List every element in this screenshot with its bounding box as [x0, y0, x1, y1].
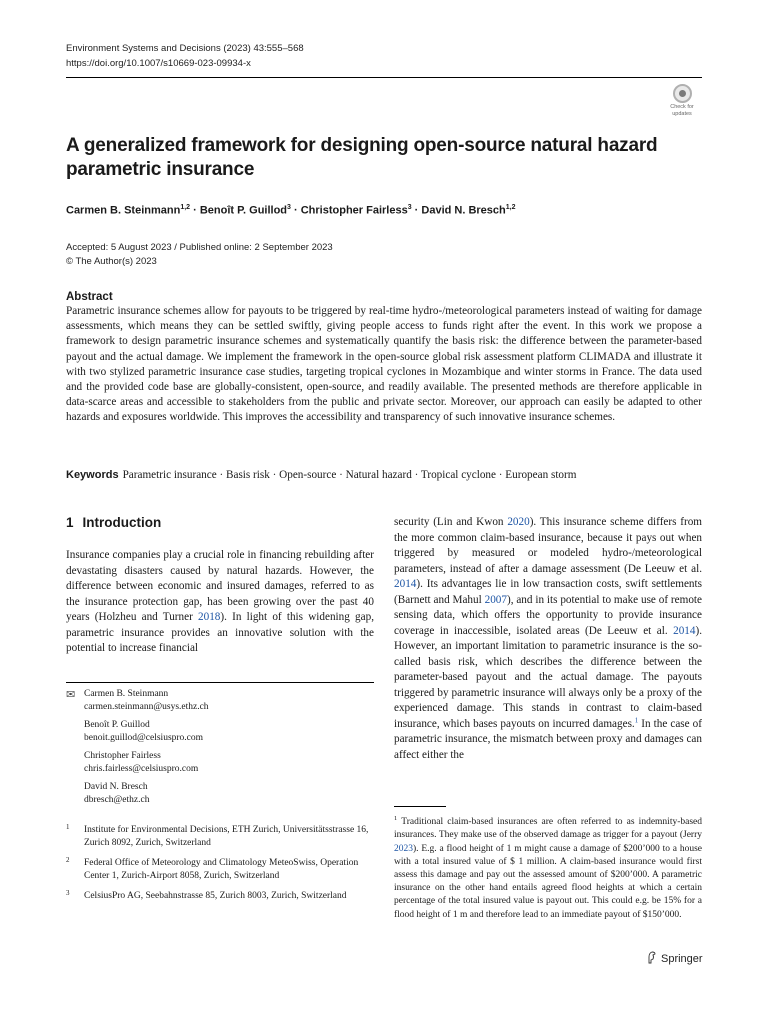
author-separator: · — [290, 204, 301, 217]
publication-dates — [66, 241, 333, 269]
text-run: Insurance companies play a crucial role in financing rebuilding after devastating disasters caused by natural hazards. However, the difference between economic and insured damages, referred to as the insurance protection gap, has been growing over the past 40 years (Holzheu and Turner — [66, 549, 374, 623]
author-separator: · — [190, 204, 200, 217]
text-run: ), and in its potential to make use of remote sensing data, which offers the opportunity to provide insurance coverage in inaccessible, isolated areas (De Leeuw et al. — [394, 593, 702, 637]
section-name: Introduction — [82, 515, 162, 530]
footnote-ref[interactable]: 1 — [634, 715, 639, 724]
journal-citation: Environment Systems and Decisions (2023) 43:555–568 — [66, 43, 304, 54]
citation-link[interactable]: 2014 — [394, 578, 417, 590]
copyright: © The Author(s) 2023 — [66, 256, 157, 267]
affiliation-text: Federal Office of Meteorology and Climatology MeteoSwiss, Operation Center 1, Zurich-Airport 8058, Zurich, Switzerland — [84, 858, 359, 881]
abstract-text: Parametric insurance schemes allow for payouts to be triggered by real-time hydro-/meteorological parameters instead of waiting for damage assessments, which means they can be settled swiftly, giving people access to funds right after the event. In this work we propose a framework to design parametric insurance schemes and systematically quantify the basis risk: the difference between the parameter-based payout and the actual damage. We implement the framework in the open-source global risk assessment platform CLIMADA and illustrate it with two stylized parametric insurance case studies, targeting tropical cyclones in Mozambique and winter storms in France. The data used and the provided code base are globally-consistent, open-source, and readily available. The presented methods are therefore applicable in data-scarce areas and accessible to stakeholders from the public and private sector. Moreover, our approach can easily be adapted to other hazards and exposures worldwide. This improves the accessibility and transparency of such innovative insurance schemes. — [66, 305, 702, 424]
contact-item — [84, 719, 376, 745]
keywords-text: Parametric insurance · Basis risk · Open-source · Natural hazard · Tropical cyclone · European storm — [122, 469, 577, 481]
envelope-icon: ✉ — [66, 689, 76, 701]
author-affil: 1,2 — [180, 204, 191, 211]
affiliation-number: 1 — [66, 823, 70, 831]
doi-link[interactable]: https://doi.org/10.1007/s10669-023-09934-x — [66, 58, 251, 69]
contact-email[interactable]: benoit.guillod@celsiuspro.com — [84, 733, 204, 743]
text-run: ). E.g. a flood height of 1 m might cause a damage of $200’000 to a house with a total insured value of $ 1 million. A claim-based insurance would first assess this damage and pay out the assessed amount of $200’000. A parametric insurance on the other hand entails agreed flood heights at which a certain percentage of the total insured value is payout out. This could e.g. be 15% for a flood height of 1 m and therefore lead to an immediate payout of $150’000. — [394, 843, 702, 920]
citation-link[interactable]: 2023 — [394, 843, 413, 854]
text-run: ). Its advantages lie in low transaction costs, swift settlements (Barnett and Mahul — [394, 578, 702, 606]
paper-title: A generalized framework for designing open-source natural hazard parametric insurance — [66, 135, 658, 180]
affiliation-item — [66, 890, 376, 903]
contact-item — [84, 750, 376, 776]
contact-list — [66, 688, 376, 812]
accepted-date: Accepted: 5 August 2023 / Published online: 2 September 2023 — [66, 242, 333, 253]
badge-line1: Check for — [670, 104, 694, 110]
affiliation-number: 3 — [66, 889, 70, 897]
check-updates-icon — [673, 84, 692, 103]
citation-link[interactable]: 2014 — [673, 624, 696, 637]
author-name: David N. Bresch — [421, 204, 506, 217]
author-affil: 1,2 — [505, 204, 516, 211]
affiliation-text: CelsiusPro AG, Seebahnstrasse 85, Zurich 8003, Zurich, Switzerland — [84, 891, 347, 901]
text-run: ). However, an important limitation to parametric insurance is the so-called basis risk, which describes the difference between the parameter-based payout and the actual damage. The payouts triggered by parametric insurance will always only be a proxy of the experienced damage. This stands in contrast to claim-based insurance, which bases payouts on incurred damages. — [394, 624, 702, 730]
journal-header — [66, 41, 304, 71]
text-run: In the case of parametric insurance, the mismatch between proxy and damages can affect either the — [394, 717, 702, 761]
author-separator: · — [411, 204, 422, 217]
contact-email[interactable]: dbresch@ethz.ch — [84, 795, 150, 805]
author-affil: 3 — [407, 204, 412, 211]
affiliation-list — [66, 824, 376, 910]
footnote — [394, 812, 702, 922]
keywords-heading: Keywords — [66, 469, 119, 481]
author-list — [66, 204, 516, 217]
intro-paragraph-right — [394, 515, 702, 763]
publisher-name: Springer — [661, 953, 703, 965]
contact-name: Benoît P. Guillod — [84, 720, 150, 730]
citation-link[interactable]: 2020 — [507, 516, 530, 528]
section-number: 1 — [66, 515, 74, 530]
publisher-logo — [647, 951, 703, 965]
intro-paragraph-left — [66, 548, 374, 657]
affiliation-item — [66, 824, 376, 850]
text-run: Traditional claim-based insurances are often referred to as indemnity-based insurances. They make use of the observed damage as trigger for a payout (Jerry — [394, 817, 702, 841]
author-name: Carmen B. Steinmann — [66, 204, 181, 217]
springer-horse-icon — [647, 951, 657, 964]
citation-link[interactable]: 2007 — [484, 593, 507, 606]
contact-name: Carmen B. Steinmann — [84, 689, 169, 699]
contact-name: David N. Bresch — [84, 782, 148, 792]
badge-line2: updates — [672, 111, 692, 117]
text-run: ). In light of this widening gap, parametric insurance provides an innovative solution with the potential to increase financial — [66, 611, 374, 654]
footnote-number: 1 — [394, 815, 398, 822]
contact-name: Christopher Fairless — [84, 751, 161, 761]
text-run: ). This insurance scheme differs from the more common claim-based insurance, because it pays out when triggered by measured or modeled hydro-/meteorological parameters, instead of after a damage assessment (De Leeuw et al. — [394, 516, 702, 575]
contact-item — [84, 688, 376, 714]
abstract-heading: Abstract — [66, 291, 113, 303]
contact-email[interactable]: carmen.steinmann@usys.ethz.ch — [84, 702, 209, 712]
affiliation-number: 2 — [66, 856, 70, 864]
footnote-rule — [394, 806, 446, 807]
contact-rule — [66, 682, 374, 683]
author-name: Christopher Fairless — [300, 204, 408, 217]
text-run: security (Lin and Kwon — [394, 516, 508, 528]
keywords — [66, 469, 576, 481]
affiliation-text: Institute for Environmental Decisions, ETH Zurich, Universitätsstrasse 16, Zurich 8092, Zurich, Switzerland — [84, 825, 369, 848]
check-for-updates-badge[interactable] — [662, 84, 702, 124]
contact-item — [84, 781, 376, 807]
contact-email[interactable]: chris.fairless@celsiuspro.com — [84, 764, 199, 774]
author-affil: 3 — [287, 204, 291, 211]
affiliation-item — [66, 857, 376, 883]
section-title — [66, 515, 161, 530]
header-rule — [66, 77, 702, 78]
citation-link[interactable]: 2018 — [198, 611, 221, 623]
author-name: Benoît P. Guillod — [199, 204, 288, 217]
